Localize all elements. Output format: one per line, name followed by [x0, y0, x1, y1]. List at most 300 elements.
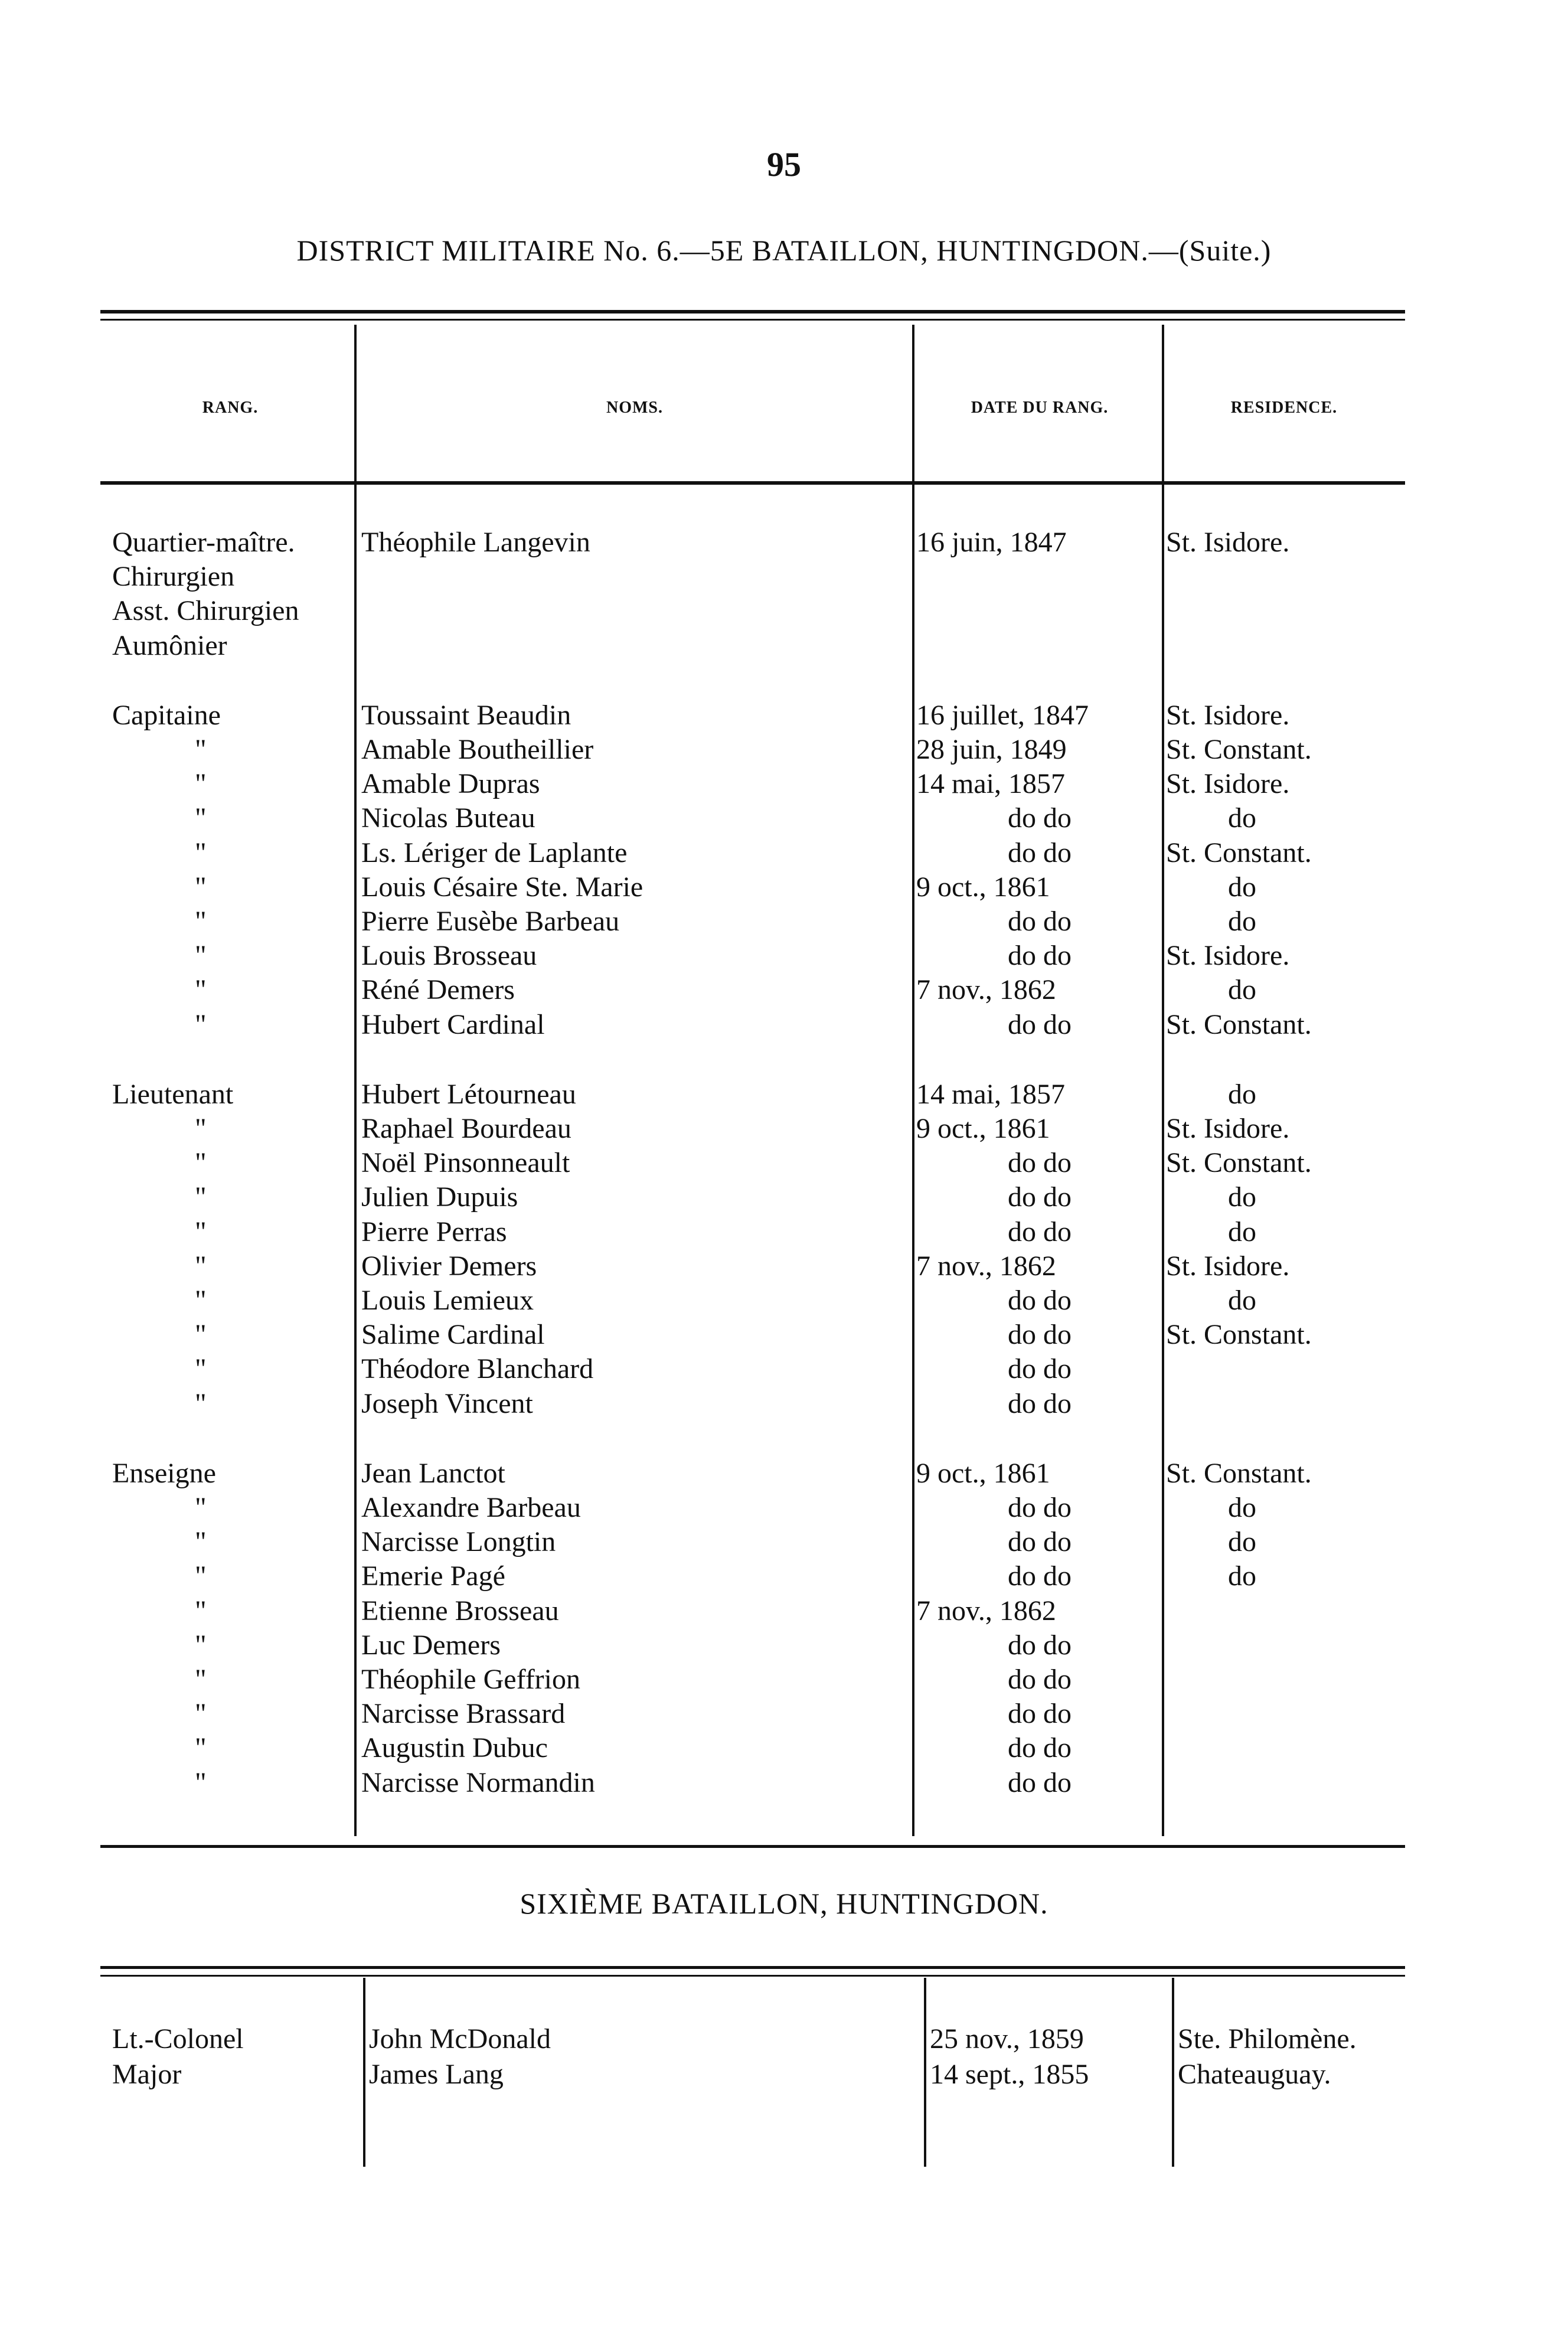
rank-cell [112, 1318, 348, 1352]
rank-text: " [195, 1766, 207, 1798]
date-text: do do [1008, 1008, 1072, 1040]
table-row [0, 1766, 1568, 1800]
name-cell [361, 1146, 908, 1180]
table-row [0, 1663, 1568, 1697]
table-row [0, 1352, 1568, 1386]
table-row [0, 1146, 1568, 1180]
residence-text: do [1228, 1492, 1256, 1523]
name-cell [361, 1180, 908, 1214]
date-cell [916, 1594, 1163, 1628]
residence-cell [1166, 1525, 1402, 1559]
residence-text: St. Isidore. [1166, 1250, 1290, 1282]
residence-text: do [1228, 871, 1256, 903]
date-text: do do [1008, 1629, 1072, 1661]
residence-text: St. Constant. [1166, 734, 1312, 765]
rank-cell [112, 1697, 348, 1731]
residence-cell [1166, 733, 1402, 767]
rank-cell [112, 1215, 348, 1249]
date-cell [916, 939, 1163, 973]
name-cell [361, 1318, 908, 1352]
name-text: Théophile Langevin [361, 527, 590, 558]
header-rule-top-thin [100, 319, 1405, 321]
date-text: 7 nov., 1862 [916, 1595, 1056, 1627]
residence-cell [1178, 2058, 1449, 2092]
name-cell [361, 767, 908, 801]
name-cell [361, 1594, 908, 1628]
name-text: Toussaint Beaudin [361, 699, 571, 731]
name-text: Raphael Bourdeau [361, 1113, 571, 1144]
date-text: 14 sept., 1855 [930, 2059, 1089, 2090]
rank-cell [112, 1594, 348, 1628]
date-cell [916, 973, 1163, 1007]
table-row [0, 1249, 1568, 1284]
rank-cell [112, 1491, 348, 1525]
date-cell [916, 698, 1163, 733]
rank-text: Quartier-maître. [112, 527, 295, 558]
date-cell [916, 1731, 1163, 1765]
rank-text: Enseigne [112, 1457, 216, 1489]
residence-text: St. Isidore. [1166, 1113, 1290, 1144]
rank-text: " [195, 1664, 207, 1695]
table-row [0, 1112, 1568, 1146]
residence-text: Chateauguay. [1178, 2059, 1331, 2090]
name-cell [361, 1663, 908, 1697]
table-row [0, 1284, 1568, 1318]
table-row [0, 594, 1568, 628]
rank-text: " [195, 768, 207, 800]
rank-text: " [195, 1595, 207, 1627]
name-text: Pierre Perras [361, 1216, 507, 1247]
date-cell [916, 1491, 1163, 1525]
rank-cell [112, 939, 348, 973]
rank-cell [112, 1077, 348, 1112]
residence-cell [1166, 1491, 1402, 1525]
date-text: do do [1008, 1285, 1072, 1316]
rank-text: " [195, 1492, 207, 1523]
residence-text: do [1228, 1216, 1256, 1247]
table-row [0, 1008, 1568, 1042]
name-text: Louis Lemieux [361, 1285, 534, 1316]
table-row [0, 2058, 1568, 2092]
residence-cell [1166, 1112, 1402, 1146]
name-cell [361, 1559, 908, 1593]
date-text: do do [1008, 1319, 1072, 1351]
residence-cell [1166, 1146, 1402, 1180]
residence-text: St. Isidore. [1166, 940, 1290, 972]
name-text: Joseph Vincent [361, 1387, 533, 1419]
name-cell [361, 904, 908, 939]
table-row [0, 525, 1568, 560]
residence-cell [1166, 1249, 1402, 1284]
rank-text: " [195, 1526, 207, 1558]
residence-text: St. Isidore. [1166, 699, 1290, 731]
name-text: Narcisse Normandin [361, 1766, 595, 1798]
date-cell [916, 733, 1163, 767]
name-text: Nicolas Buteau [361, 802, 535, 834]
residence-text: St. Constant. [1166, 1319, 1312, 1351]
table-row [0, 1594, 1568, 1628]
name-text: Louis Césaire Ste. Marie [361, 871, 643, 903]
name-cell [361, 973, 908, 1007]
date-cell [930, 2022, 1172, 2056]
residence-cell [1166, 1215, 1402, 1249]
rank-cell [112, 801, 348, 835]
residence-cell [1166, 698, 1402, 733]
date-cell [916, 1318, 1163, 1352]
date-text: do do [1008, 1664, 1072, 1695]
residence-text: St. Constant. [1166, 837, 1312, 868]
rank-text: " [195, 1285, 207, 1316]
header-rule-top [100, 310, 1405, 313]
rank-cell [112, 904, 348, 939]
residence-text: St. Constant. [1166, 1008, 1312, 1040]
date-cell [916, 870, 1163, 904]
date-text: do do [1008, 1560, 1072, 1592]
rank-cell [112, 836, 348, 870]
rank-text: Aumônier [112, 629, 227, 661]
residence-cell [1166, 939, 1402, 973]
date-cell [916, 1628, 1163, 1663]
date-text: do do [1008, 1387, 1072, 1419]
table-row [0, 1180, 1568, 1214]
residence-cell [1166, 870, 1402, 904]
name-cell [361, 1387, 908, 1421]
residence-text: do [1228, 1078, 1256, 1110]
column-header-rang: RANG. [202, 399, 259, 417]
rank-text: " [195, 1698, 207, 1730]
rank-cell [112, 1249, 348, 1284]
table-row [0, 629, 1568, 663]
rank-cell [112, 1352, 348, 1386]
column-header-residence: RESIDENCE. [1230, 399, 1338, 417]
rank-text: " [195, 1319, 207, 1351]
name-text: Hubert Létourneau [361, 1078, 576, 1110]
table-row [0, 767, 1568, 801]
rank-cell [112, 2058, 360, 2092]
rank-cell [112, 1766, 348, 1800]
table-row [0, 801, 1568, 835]
date-text: 9 oct., 1861 [916, 871, 1050, 903]
name-text: Réné Demers [361, 974, 515, 1006]
rank-text: Asst. Chirurgien [112, 595, 299, 627]
residence-text: do [1228, 1526, 1256, 1558]
residence-text: St. Isidore. [1166, 768, 1290, 800]
table-row [0, 870, 1568, 904]
name-cell [361, 801, 908, 835]
date-text: 9 oct., 1861 [916, 1113, 1050, 1144]
name-text: Amable Dupras [361, 768, 540, 800]
residence-cell [1166, 767, 1402, 801]
date-text: do do [1008, 1492, 1072, 1523]
date-text: do do [1008, 802, 1072, 834]
date-cell [916, 1559, 1163, 1593]
name-cell [361, 733, 908, 767]
name-text: Alexandre Barbeau [361, 1492, 581, 1523]
rank-cell [112, 698, 348, 733]
section2-rule-top-thin [100, 1975, 1405, 1977]
name-cell [369, 2022, 924, 2056]
date-cell [916, 767, 1163, 801]
rank-cell [112, 1387, 348, 1421]
date-text: do do [1008, 837, 1072, 868]
rank-text: " [195, 1387, 207, 1419]
name-text: Louis Brosseau [361, 940, 537, 972]
name-cell [361, 1077, 908, 1112]
date-cell [916, 1180, 1163, 1214]
name-cell [361, 525, 908, 560]
table-row [0, 1318, 1568, 1352]
name-cell [361, 870, 908, 904]
date-text: 9 oct., 1861 [916, 1457, 1050, 1489]
name-text: Théodore Blanchard [361, 1353, 594, 1385]
residence-text: do [1228, 1285, 1256, 1316]
date-text: do do [1008, 1181, 1072, 1213]
residence-cell [1166, 1284, 1402, 1318]
date-text: 25 nov., 1859 [930, 2023, 1084, 2055]
rank-text: " [195, 1008, 207, 1040]
name-text: Ls. Lériger de Laplante [361, 837, 628, 868]
rank-text: " [195, 837, 207, 868]
residence-cell [1166, 836, 1402, 870]
residence-cell [1166, 1077, 1402, 1112]
rank-cell [112, 1112, 348, 1146]
date-cell [930, 2058, 1172, 2092]
table-row [0, 1731, 1568, 1765]
name-cell [361, 1249, 908, 1284]
residence-cell [1166, 1318, 1402, 1352]
date-text: do do [1008, 1353, 1072, 1385]
date-text: 14 mai, 1857 [916, 768, 1065, 800]
date-cell [916, 525, 1163, 560]
rank-text: " [195, 1113, 207, 1144]
name-cell [361, 1731, 908, 1765]
date-cell [916, 1146, 1163, 1180]
date-cell [916, 1697, 1163, 1731]
name-text: Olivier Demers [361, 1250, 537, 1282]
residence-cell [1166, 973, 1402, 1007]
date-text: do do [1008, 1216, 1072, 1247]
rank-cell [112, 1525, 348, 1559]
date-cell [916, 1077, 1163, 1112]
table-row [0, 1456, 1568, 1491]
date-text: 14 mai, 1857 [916, 1078, 1065, 1110]
name-cell [369, 2058, 924, 2092]
name-cell [361, 1008, 908, 1042]
name-text: Emerie Pagé [361, 1560, 505, 1592]
name-cell [361, 1628, 908, 1663]
rank-cell [112, 1456, 348, 1491]
page-number: 95 [767, 145, 801, 184]
rank-cell [112, 1180, 348, 1214]
rank-cell [112, 525, 348, 560]
name-text: Pierre Eusèbe Barbeau [361, 906, 620, 937]
date-text: 28 juin, 1849 [916, 734, 1067, 765]
residence-text: do [1228, 1560, 1256, 1592]
name-cell [361, 939, 908, 973]
rank-text: Capitaine [112, 699, 221, 731]
table-row [0, 1525, 1568, 1559]
date-text: do do [1008, 1147, 1072, 1179]
name-text: Augustin Dubuc [361, 1732, 548, 1764]
section-title: SIXIÈME BATAILLON, HUNTINGDON. [520, 1887, 1048, 1920]
name-text: Luc Demers [361, 1629, 501, 1661]
table-row [0, 1628, 1568, 1663]
residence-cell [1166, 1559, 1402, 1593]
rank-cell [112, 560, 348, 594]
date-cell [916, 1249, 1163, 1284]
residence-cell [1166, 1008, 1402, 1042]
rank-cell [112, 594, 348, 628]
name-cell [361, 1284, 908, 1318]
name-text: Hubert Cardinal [361, 1008, 545, 1040]
rank-cell [112, 1146, 348, 1180]
name-text: Noël Pinsonneault [361, 1147, 570, 1179]
residence-text: St. Constant. [1166, 1147, 1312, 1179]
rank-cell [112, 973, 348, 1007]
residence-cell [1178, 2022, 1449, 2056]
section2-rule-top [100, 1966, 1405, 1969]
name-text: Narcisse Brassard [361, 1698, 566, 1730]
date-cell [916, 1352, 1163, 1386]
rank-text: Major [112, 2059, 182, 2090]
rank-text: Chirurgien [112, 561, 235, 593]
name-cell [361, 1215, 908, 1249]
date-text: do do [1008, 1732, 1072, 1764]
column-header-noms: NOMS. [606, 399, 663, 417]
residence-text: St. Constant. [1166, 1457, 1312, 1489]
date-text: do do [1008, 906, 1072, 937]
rank-cell [112, 767, 348, 801]
date-text: do do [1008, 1698, 1072, 1730]
name-cell [361, 1491, 908, 1525]
rank-cell [112, 1628, 348, 1663]
table-row [0, 2022, 1568, 2056]
date-cell [916, 1456, 1163, 1491]
date-cell [916, 1008, 1163, 1042]
table-bottom-rule [100, 1845, 1405, 1848]
residence-text: do [1228, 974, 1256, 1006]
table-row [0, 1559, 1568, 1593]
residence-text: do [1228, 1181, 1256, 1213]
header-rule-bottom [100, 481, 1405, 485]
rank-text: " [195, 906, 207, 937]
date-text: 16 juillet, 1847 [916, 699, 1089, 731]
rank-text: " [195, 1250, 207, 1282]
rank-text: " [195, 1216, 207, 1247]
date-cell [916, 801, 1163, 835]
rank-cell [112, 1663, 348, 1697]
rank-text: Lieutenant [112, 1078, 234, 1110]
date-cell [916, 1284, 1163, 1318]
table-row [0, 560, 1568, 594]
rank-text: Lt.-Colonel [112, 2023, 244, 2055]
residence-cell [1166, 1456, 1402, 1491]
name-text: Julien Dupuis [361, 1181, 518, 1213]
table-row [0, 836, 1568, 870]
date-cell [916, 1525, 1163, 1559]
rank-text: " [195, 802, 207, 834]
name-text: John McDonald [369, 2023, 551, 2055]
date-text: 16 juin, 1847 [916, 527, 1067, 558]
residence-text: do [1228, 802, 1256, 834]
date-cell [916, 1112, 1163, 1146]
page-title: DISTRICT MILITAIRE No. 6.—5E BATAILLON, HUNTINGDON.—(Suite.) [296, 234, 1272, 267]
date-text: 7 nov., 1862 [916, 1250, 1056, 1282]
residence-text: St. Isidore. [1166, 527, 1290, 558]
table-row [0, 904, 1568, 939]
table-row [0, 698, 1568, 733]
rank-cell [112, 629, 348, 663]
residence-cell [1166, 1180, 1402, 1214]
date-cell [916, 1766, 1163, 1800]
date-text: do do [1008, 1766, 1072, 1798]
rank-text: " [195, 1147, 207, 1179]
name-text: Etienne Brosseau [361, 1595, 559, 1627]
table-row [0, 1077, 1568, 1112]
name-cell [361, 1697, 908, 1731]
rank-cell [112, 1284, 348, 1318]
table-row [0, 1387, 1568, 1421]
date-text: 7 nov., 1862 [916, 974, 1056, 1006]
date-cell [916, 836, 1163, 870]
rank-text: " [195, 734, 207, 765]
name-text: Théophile Geffrion [361, 1664, 580, 1695]
rank-text: " [195, 1629, 207, 1661]
name-cell [361, 1352, 908, 1386]
rank-cell [112, 2022, 360, 2056]
rank-text: " [195, 1181, 207, 1213]
column-header-date: DATE DU RANG. [971, 399, 1109, 417]
table-row [0, 733, 1568, 767]
rank-cell [112, 1559, 348, 1593]
name-text: Jean Lanctot [361, 1457, 505, 1489]
table-row [0, 1697, 1568, 1731]
table-row [0, 1215, 1568, 1249]
rank-text: " [195, 974, 207, 1006]
residence-cell [1166, 904, 1402, 939]
rank-cell [112, 733, 348, 767]
name-cell [361, 1456, 908, 1491]
rank-text: " [195, 1560, 207, 1592]
date-text: do do [1008, 1526, 1072, 1558]
date-cell [916, 1215, 1163, 1249]
table-row [0, 1491, 1568, 1525]
name-text: James Lang [369, 2059, 504, 2090]
date-text: do do [1008, 940, 1072, 972]
residence-text: do [1228, 906, 1256, 937]
date-cell [916, 904, 1163, 939]
name-cell [361, 1112, 908, 1146]
table-row [0, 939, 1568, 973]
rank-text: " [195, 871, 207, 903]
name-cell [361, 698, 908, 733]
residence-cell [1166, 801, 1402, 835]
name-cell [361, 836, 908, 870]
rank-text: " [195, 940, 207, 972]
rank-text: " [195, 1353, 207, 1385]
name-text: Narcisse Longtin [361, 1526, 556, 1558]
name-text: Salime Cardinal [361, 1319, 545, 1351]
residence-cell [1166, 525, 1402, 560]
table-row [0, 973, 1568, 1007]
name-cell [361, 1766, 908, 1800]
name-text: Amable Boutheillier [361, 734, 594, 765]
rank-cell [112, 1008, 348, 1042]
rank-cell [112, 1731, 348, 1765]
residence-text: Ste. Philomène. [1178, 2023, 1357, 2055]
rank-text: " [195, 1732, 207, 1764]
date-cell [916, 1387, 1163, 1421]
